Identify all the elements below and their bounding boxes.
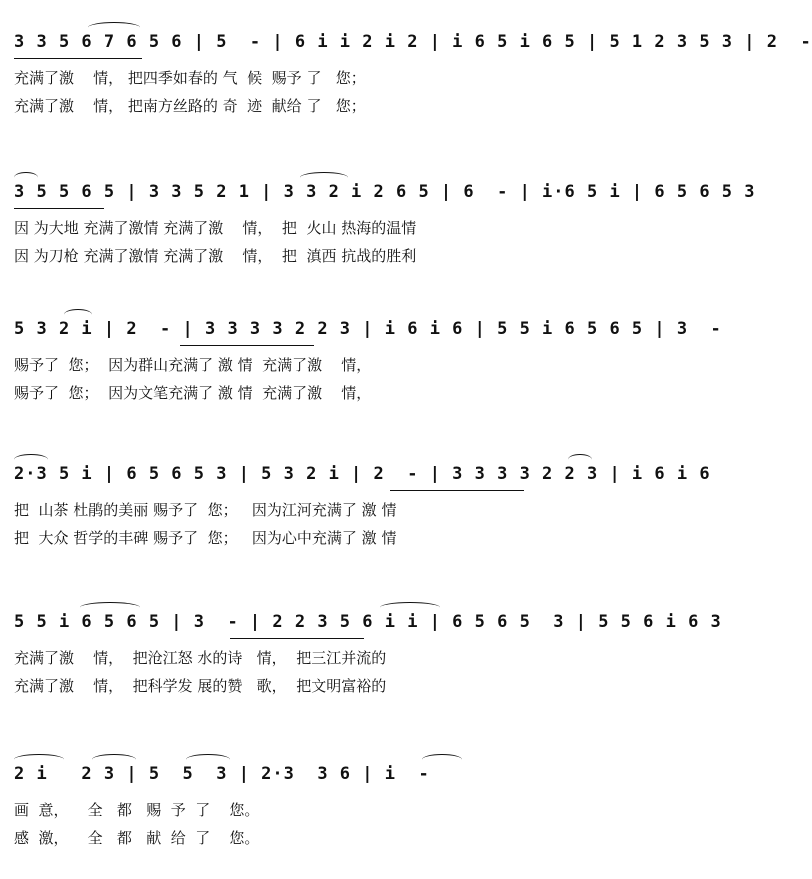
slur-mark [422,754,462,765]
beam-mark [180,345,314,346]
slur-mark [568,454,592,465]
slur-mark [80,602,140,613]
lyric-verse-1: 把 山茶 杜鹃的美丽 赐予了 您； 因为江河充满了 激 情 [14,501,397,519]
notation-line: 3 5 5 6 5 | 3 3 5 2 1 | 3 3 2 i 2 6 5 | 6 - | i·6 5 i | 6 5 6 5 3 [14,182,756,202]
beam-mark [14,58,142,59]
slur-mark [92,754,136,765]
lyric-verse-2: 因 为刀枪 充满了激情 充满了激 情， 把 滇西 抗战的胜利 [14,247,417,265]
notation-line: 2·3 5 i | 6 5 6 5 3 | 5 3 2 i | 2 - | 3 3 3 3 2 2 3 | i 6 i 6 [14,464,711,484]
slur-mark [64,309,92,320]
slur-mark [300,172,348,183]
lyric-verse-1: 赐予了 您； 因为群山充满了 激 情 充满了激 情， [14,356,372,374]
lyric-verse-2: 赐予了 您； 因为文笔充满了 激 情 充满了激 情， [14,384,372,402]
lyric-verse-2: 把 大众 哲学的丰碑 赐予了 您； 因为心中充满了 激 情 [14,529,397,547]
beam-mark [390,490,524,491]
slur-mark [186,754,230,765]
lyric-verse-1: 充满了激 情， 把四季如春的 气 候 赐予 了 您； [14,69,366,87]
lyric-verse-2: 充满了激 情， 把南方丝路的 奇 迹 献给 了 您； [14,97,366,115]
beam-mark [230,638,364,639]
notation-line: 5 5 i 6 5 6 5 | 3 - | 2 2 3 5 6 i i | 6 5 6 5 3 | 5 5 6 i 6 3 [14,612,722,632]
beam-mark [14,208,104,209]
slur-mark [88,22,140,33]
notation-line: 5 3 2 i | 2 - | 3 3 3 3 2 2 3 | i 6 i 6 | 5 5 i 6 5 6 5 | 3 - [14,319,722,339]
slur-mark [14,172,38,183]
notation-line: 2 i 2 3 | 5 5 3 | 2·3 3 6 | i - [14,764,430,784]
lyric-verse-1: 画 意， 全 都 赐 予 了 您。 [14,801,260,819]
slur-mark [14,454,48,465]
notation-line: 3 3 5 6 7 6 5 6 | 5 - | 6 i i 2 i 2 | i 6 5 i 6 5 | 5 1 2 3 5 3 | 2 - [14,32,812,52]
lyric-verse-2: 感 激， 全 都 献 给 了 您。 [14,829,260,847]
lyric-verse-1: 充满了激 情， 把沧江怒 水的诗 情， 把三江并流的 [14,649,387,667]
slur-mark [14,754,64,765]
lyric-verse-1: 因 为大地 充满了激情 充满了激 情， 把 火山 热海的温情 [14,219,417,237]
slur-mark [380,602,440,613]
lyric-verse-2: 充满了激 情， 把科学发 展的赞 歌， 把文明富裕的 [14,677,387,695]
